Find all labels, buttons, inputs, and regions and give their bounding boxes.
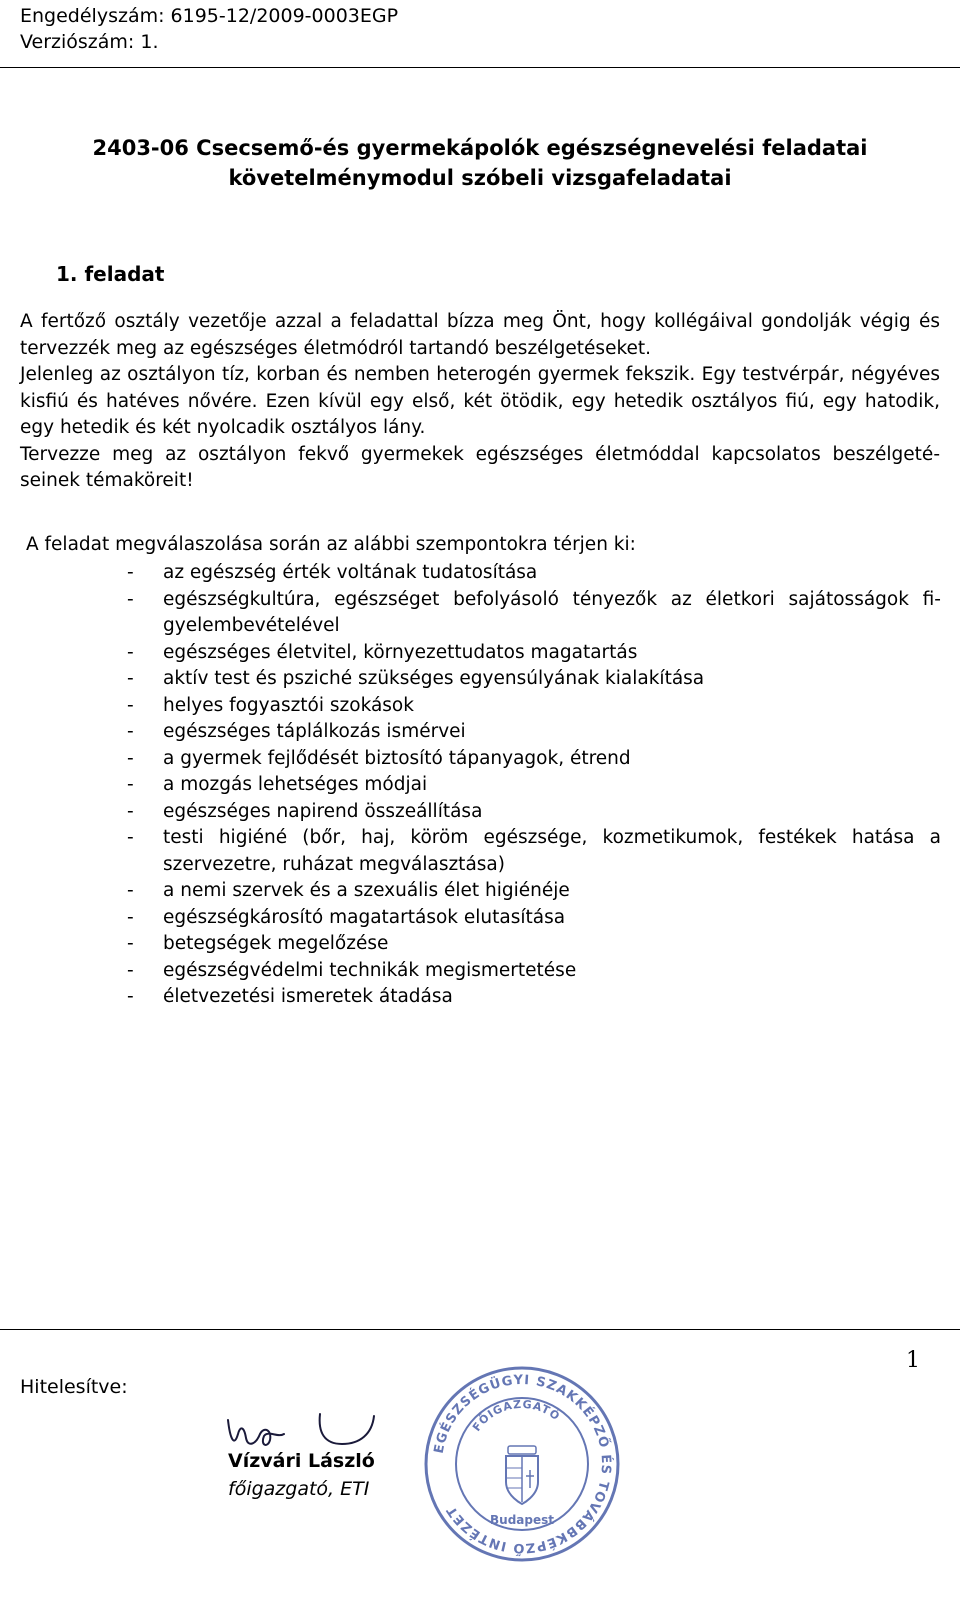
seal-city-text: Budapest: [490, 1513, 554, 1527]
criteria-text: egészséges életvitel, környezettudatos magatartás: [163, 641, 638, 663]
criteria-text: egészséges napirend összeállítása: [163, 800, 483, 822]
list-bullet: -: [127, 933, 134, 954]
criteria-text: testi higiéné (bőr, haj, köröm egészsége, kozmetikumok, festékek hatása a szervezetre, ruházat megválasztása): [163, 827, 941, 875]
seal-inner-text: FŐIGAZGATÓ: [469, 1397, 563, 1434]
criteria-text: egészséges táplálkozás ismérvei: [163, 721, 466, 742]
list-bullet: -: [127, 747, 134, 769]
version-number: Verziószám: 1.: [20, 31, 159, 53]
criteria-item: [127, 719, 941, 746]
seal-ring-text: EGÉSZSÉGÜGYI SZAKKÉPZŐ ÉS TOVÁBBKÉPZŐ INTÉZET: [431, 1372, 614, 1556]
signer-role: főigazgató, ETI: [228, 1478, 370, 1500]
list-bullet: -: [127, 721, 134, 742]
criteria-text: életvezetési ismeretek átadása: [163, 986, 453, 1007]
criteria-text: egészségkárosító magatartások elutasítása: [163, 906, 566, 928]
list-bullet: -: [127, 588, 134, 610]
criteria-text: betegségek megelőzése: [163, 933, 389, 954]
official-seal: [422, 1364, 622, 1564]
criteria-item: [127, 746, 941, 773]
coat-of-arms-icon: [506, 1446, 538, 1504]
list-bullet: -: [127, 668, 134, 689]
criteria-item: [127, 984, 941, 1011]
task-paragraph-3: Tervezze meg az osztályon fekvő gyermekek egészséges életmóddal kapcsolatos beszélgeté-seinek témaköreit!: [20, 443, 940, 491]
list-bullet: -: [127, 880, 134, 901]
list-bullet: -: [127, 906, 134, 928]
criteria-text: a mozgás lehetséges módjai: [163, 774, 428, 795]
criteria-item: [127, 905, 941, 932]
criteria-item: [127, 640, 941, 667]
criteria-list: [127, 560, 941, 1011]
header-rule: [0, 67, 960, 68]
criteria-item: [127, 825, 941, 878]
list-bullet: -: [127, 986, 134, 1007]
footer-rule: [0, 1329, 960, 1330]
criteria-item: [127, 878, 941, 905]
criteria-intro: A feladat megválaszolása során az alábbi szempontokra térjen ki:: [26, 534, 636, 555]
criteria-item: [127, 799, 941, 826]
authentication-label: Hitelesítve:: [20, 1376, 128, 1398]
criteria-item: [127, 931, 941, 958]
list-bullet: -: [127, 694, 134, 716]
svg-text:EGÉSZSÉGÜGYI SZAKKÉPZŐ ÉS TOVÁ: [432, 1373, 614, 1556]
criteria-text: a gyermek fejlődését biztosító tápanyagok, étrend: [163, 747, 631, 769]
criteria-text: a nemi szervek és a szexuális élet higiénéje: [163, 880, 570, 901]
list-bullet: -: [127, 800, 134, 822]
criteria-item: [127, 693, 941, 720]
permit-number: Engedélyszám: 6195-12/2009-0003EGP: [20, 5, 399, 27]
task-paragraph-2: Jelenleg az osztályon tíz, korban és nemben heterogén gyermek fekszik. Egy testvérpár, négyéves kisfiú és hatéves nővére. Ezen kívül egy első, két ötödik, egy hetedik osztályos fiú, egy hatodik, egy hetedik és két nyolcadik osztályos lány.: [20, 364, 940, 438]
criteria-item: [127, 560, 941, 587]
list-bullet: -: [127, 827, 134, 848]
document-title: [0, 133, 960, 193]
criteria-item: [127, 666, 941, 693]
criteria-text: egészségkultúra, egészséget befolyásoló tényezők az életkori sajátosságok fi-gyelembevételével: [163, 588, 941, 636]
criteria-text: aktív test és psziché szükséges egyensúlyának kialakítása: [163, 668, 705, 689]
criteria-text: helyes fogyasztói szokások: [163, 694, 414, 716]
criteria-text: az egészség érték voltának tudatosítása: [163, 562, 538, 583]
title-line-1: 2403-06 Csecsemő-és gyermekápolók egészségnevelési feladatai: [92, 136, 868, 160]
signer-block: [228, 1447, 375, 1503]
signer-name: Vízvári László: [228, 1450, 375, 1472]
page-number: 1: [906, 1348, 920, 1373]
list-bullet: -: [127, 774, 134, 795]
list-bullet: -: [127, 562, 134, 583]
criteria-item: [127, 772, 941, 799]
title-line-2: követelménymodul szóbeli vizsgafeladatai: [228, 166, 732, 190]
criteria-text: egészségvédelmi technikák megismertetése: [163, 959, 577, 981]
list-bullet: -: [127, 959, 134, 981]
criteria-item: [127, 587, 941, 640]
list-bullet: -: [127, 641, 134, 663]
task-paragraph-1: A fertőző osztály vezetője azzal a feladattal bízza meg Önt, hogy kollégáival gondolják végig és tervezzék meg az egészséges életmódról tartandó beszélgetéseket.: [20, 311, 940, 359]
criteria-item: [127, 958, 941, 985]
task-heading: 1. feladat: [56, 262, 165, 286]
task-description: [20, 309, 940, 495]
